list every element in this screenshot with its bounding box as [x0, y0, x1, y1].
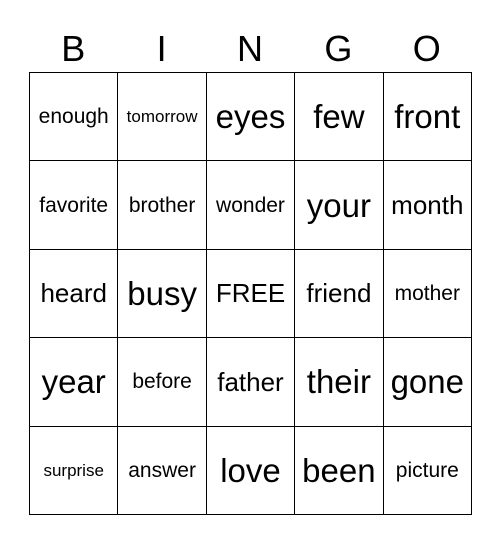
- bingo-cell: mother: [384, 250, 472, 338]
- bingo-cell: your: [295, 161, 383, 249]
- bingo-cell: brother: [118, 161, 206, 249]
- bingo-cell: friend: [295, 250, 383, 338]
- header-letter-i: I: [156, 28, 167, 69]
- header-letter-b: B: [61, 28, 86, 69]
- bingo-cell: front: [384, 73, 472, 161]
- bingo-cell: answer: [118, 427, 206, 515]
- bingo-cell: wonder: [207, 161, 295, 249]
- bingo-cell: eyes: [207, 73, 295, 161]
- bingo-cell: their: [295, 338, 383, 426]
- bingo-header: [29, 26, 471, 72]
- bingo-cell: love: [207, 427, 295, 515]
- bingo-cell: favorite: [30, 161, 118, 249]
- bingo-cell: year: [30, 338, 118, 426]
- bingo-cell: month: [384, 161, 472, 249]
- bingo-cell: been: [295, 427, 383, 515]
- bingo-cell: gone: [384, 338, 472, 426]
- bingo-cell: heard: [30, 250, 118, 338]
- bingo-cell: before: [118, 338, 206, 426]
- header-letter-g: G: [324, 28, 353, 69]
- bingo-grid: [29, 72, 472, 515]
- bingo-cell: busy: [118, 250, 206, 338]
- bingo-cell: picture: [384, 427, 472, 515]
- bingo-cell: father: [207, 338, 295, 426]
- header-letter-o: O: [412, 28, 441, 69]
- bingo-cell: few: [295, 73, 383, 161]
- bingo-cell: enough: [30, 73, 118, 161]
- free-space-cell: FREE: [207, 250, 295, 338]
- bingo-cell: tomorrow: [118, 73, 206, 161]
- bingo-cell: surprise: [30, 427, 118, 515]
- header-letter-n: N: [236, 28, 263, 69]
